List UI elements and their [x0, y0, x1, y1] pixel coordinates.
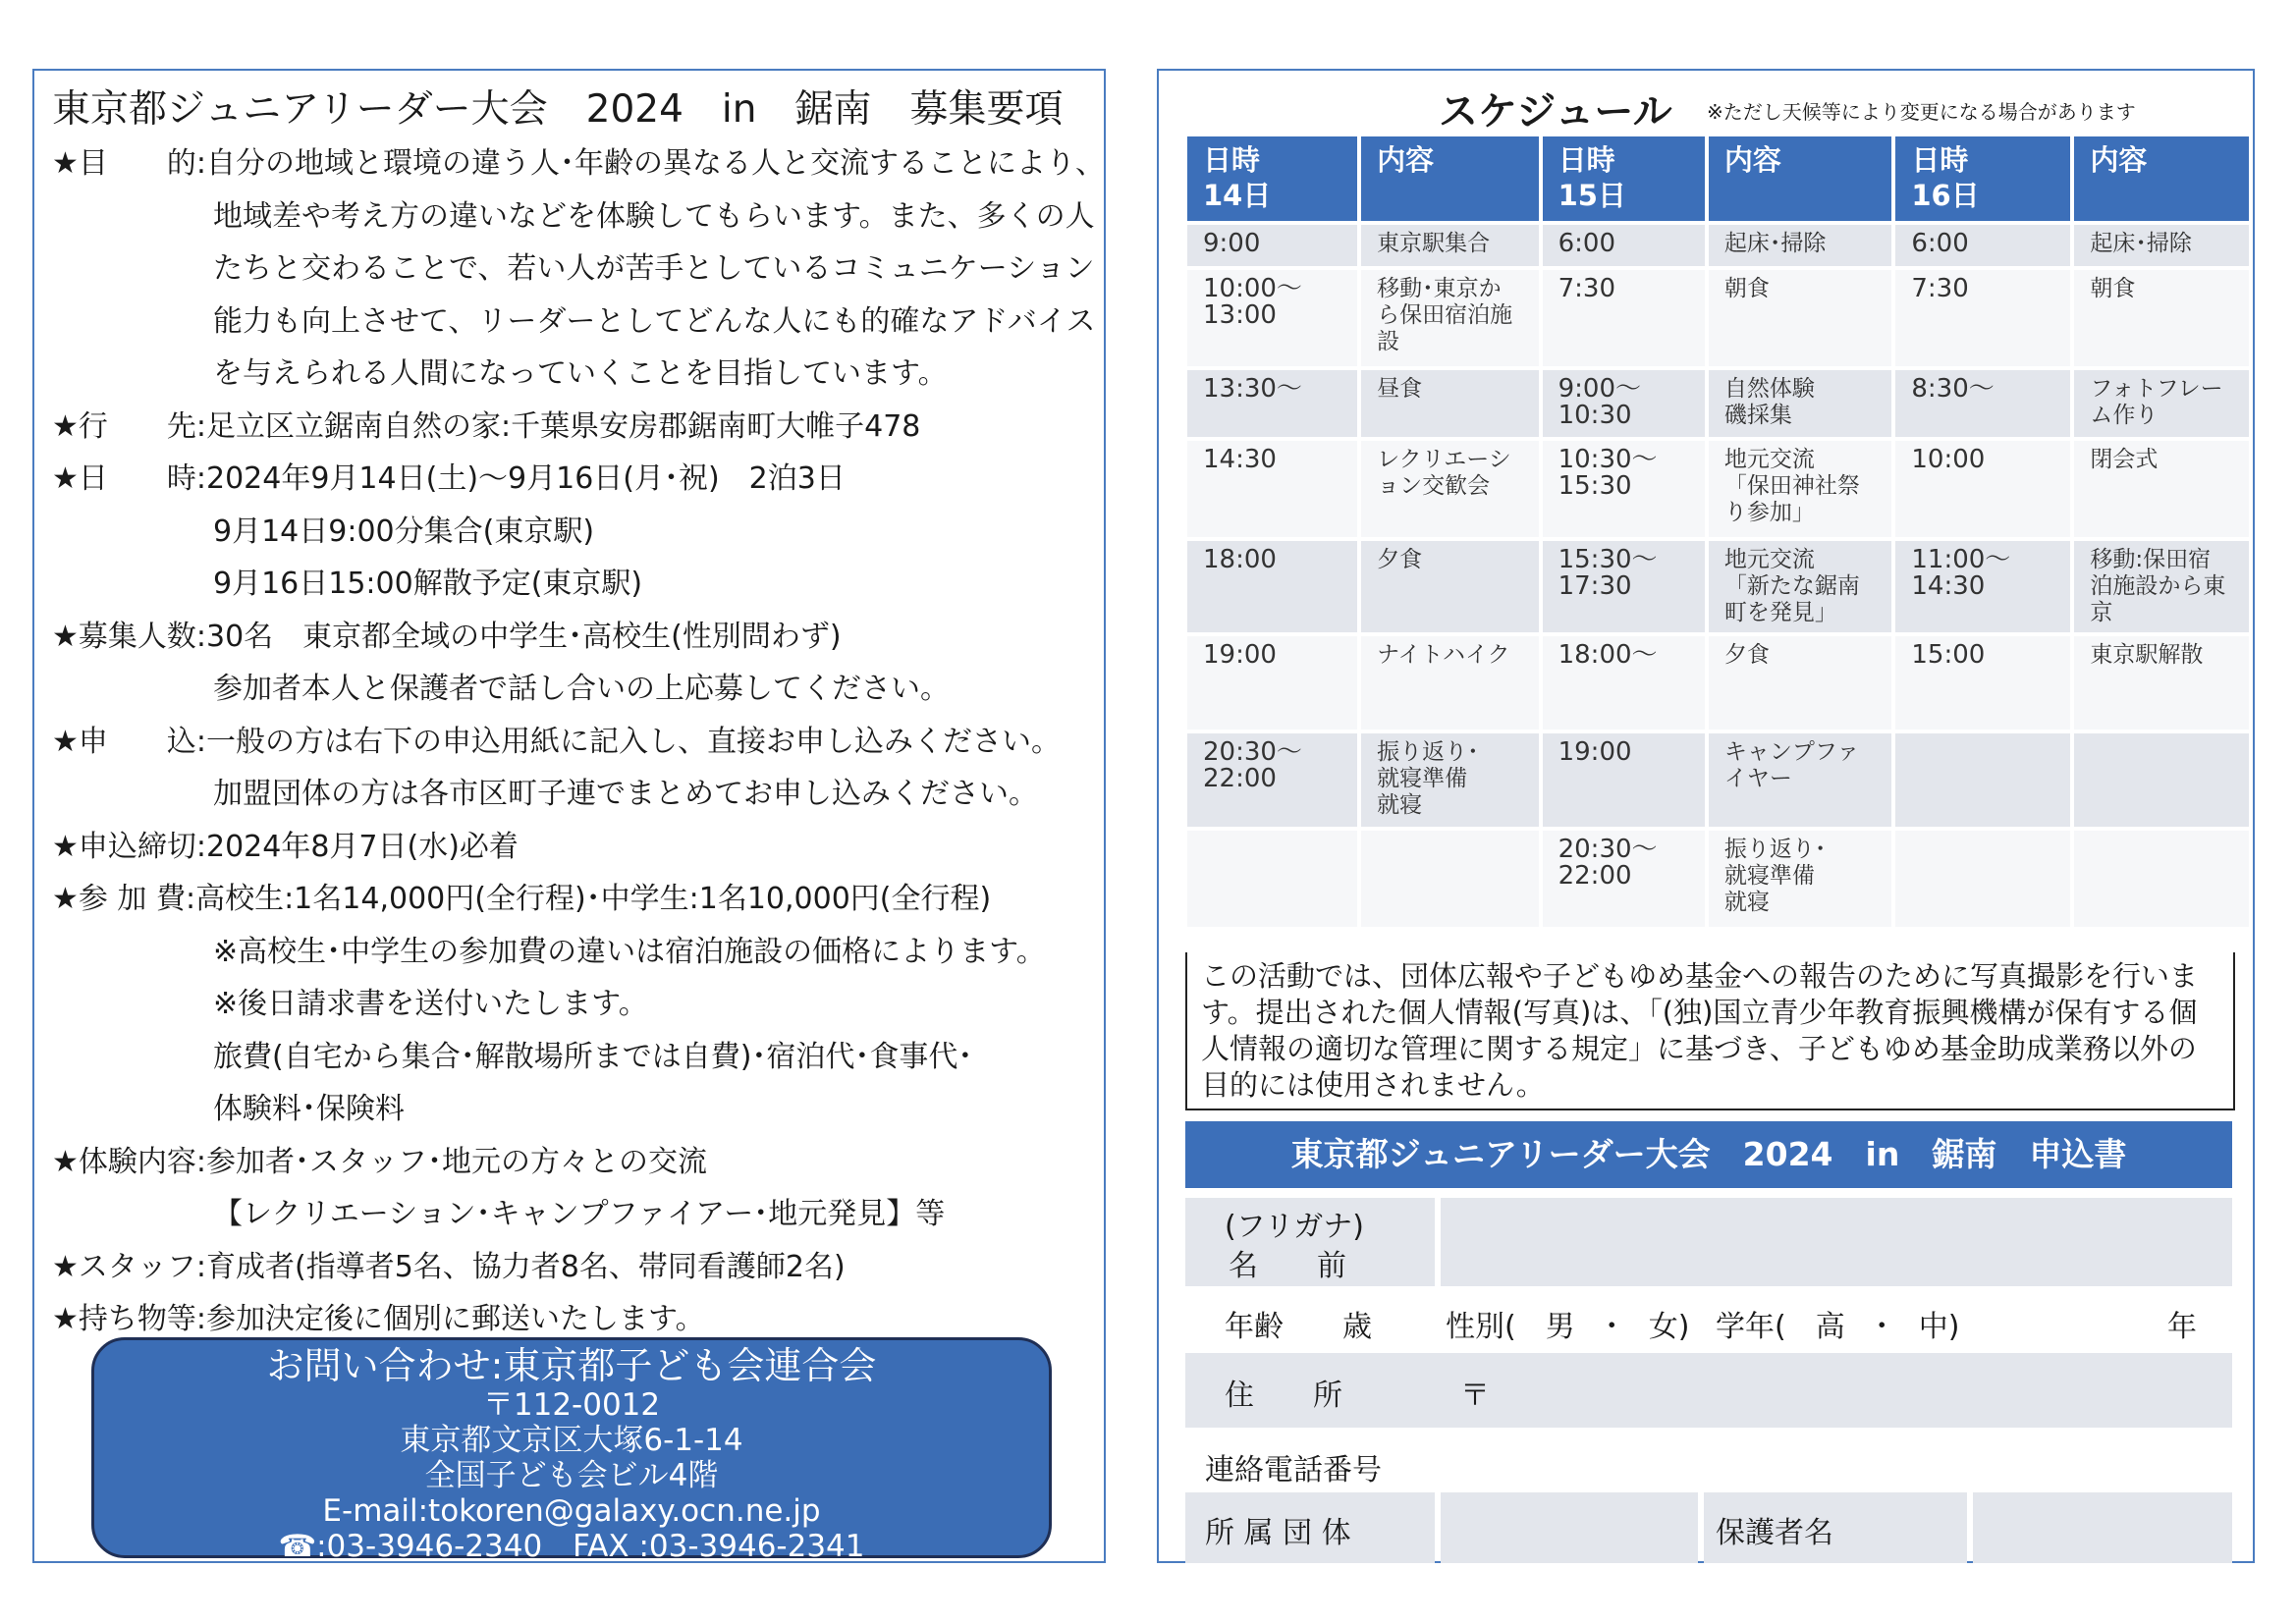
schedule-header: 日時 14日 — [1187, 136, 1357, 221]
detail-line: 加盟団体の方は各市区町子連でまとめてお申し込みください。 — [213, 777, 1038, 811]
address-label: 住 所 — [1225, 1379, 1342, 1413]
recruitment-details — [52, 137, 1105, 1346]
schedule-time: 7:30 — [1543, 270, 1705, 366]
schedule-activity: 起床･掃除 — [1709, 225, 1892, 266]
schedule-time: 10:00 — [1895, 441, 2070, 537]
schedule-time: 6:00 — [1543, 225, 1705, 266]
schedule-activity — [2074, 831, 2249, 927]
schedule-time — [1895, 733, 2070, 827]
detail-line: 能力も向上させて、リーダーとしてどんな人にも的確なアドバイス — [213, 303, 1096, 339]
schedule-time: 15:30～ 17:30 — [1543, 541, 1705, 632]
schedule-time: 15:00 — [1895, 636, 2070, 730]
detail-line: ※後日請求書を送付いたします。 — [213, 987, 648, 1021]
year-label: 年 — [2167, 1310, 2197, 1344]
schedule-time: 18:00 — [1187, 541, 1357, 632]
schedule-activity: 地元交流 「新たな鋸南町を発見」 — [1709, 541, 1892, 632]
detail-line: 9月16日15:00解散予定(東京駅) — [213, 567, 643, 601]
schedule-time: 10:00～ 13:00 — [1187, 270, 1357, 366]
schedule-activity: 振り返り･ 就寝準備 就寝 — [1361, 733, 1538, 827]
schedule-header: 内容 — [2074, 136, 2249, 221]
schedule-header: 内容 — [1361, 136, 1538, 221]
gender-field[interactable]: 性別( 男 ･ 女) — [1446, 1310, 1690, 1344]
schedule-activity: 東京駅集合 — [1361, 225, 1538, 266]
schedule-activity: 地元交流 「保田神社祭り参加」 — [1709, 441, 1892, 537]
schedule-activity: 起床･掃除 — [2074, 225, 2249, 266]
schedule-time: 19:00 — [1187, 636, 1357, 730]
detail-line: たちと交わることで、若い人が苦手としているコミュニケーション — [213, 251, 1095, 286]
schedule-time: 13:30～ — [1187, 370, 1357, 437]
grade-field[interactable]: 学年( 高 ･ 中) — [1716, 1310, 1960, 1344]
schedule-activity: フォトフレーム作り — [2074, 370, 2249, 437]
schedule-row — [1187, 270, 2249, 366]
schedule-activity: キャンプファイヤー — [1709, 733, 1892, 827]
detail-line: ★参 加 費:高校生:1名14,000円(全行程)･中学生:1名10,000円(全行程) — [52, 882, 992, 916]
group-field[interactable] — [1441, 1492, 1698, 1563]
schedule-activity: 移動:保田宿泊施設から東京 — [2074, 541, 2249, 632]
schedule-activity: 閉会式 — [2074, 441, 2249, 537]
schedule-row — [1187, 831, 2249, 927]
schedule-activity: 朝食 — [2074, 270, 2249, 366]
schedule-time: 9:00 — [1187, 225, 1357, 266]
schedule-panel — [1157, 69, 2255, 1563]
contact-phone: ☎:03-3946-2340 FAX :03-3946-2341 — [278, 1529, 865, 1564]
schedule-activity: 振り返り･ 就寝準備 就寝 — [1709, 831, 1892, 927]
contact-building: 全国子ども会ビル4階 — [424, 1458, 719, 1493]
schedule-time: 20:30～ 22:00 — [1187, 733, 1357, 827]
contact-box — [91, 1337, 1052, 1564]
detail-line: 体験料･保険料 — [213, 1092, 405, 1126]
detail-line: ★申込締切:2024年8月7日(水)必着 — [52, 829, 519, 864]
phone-label: 連絡電話番号 — [1205, 1453, 1382, 1488]
detail-line: ★目 的:自分の地域と環境の違う人･年齢の異なる人と交流することにより、 — [52, 146, 1106, 181]
schedule-activity — [2074, 733, 2249, 827]
detail-line: を与えられる人間になっていくことを目指しています。 — [213, 356, 948, 391]
schedule-time — [1187, 831, 1357, 927]
recruitment-panel — [32, 69, 1106, 1563]
detail-line: ★募集人数:30名 東京都全域の中学生･高校生(性別問わず) — [52, 619, 842, 654]
schedule-row — [1187, 636, 2249, 730]
guardian-label: 保護者名 — [1716, 1516, 1833, 1550]
detail-line: 地域差や考え方の違いなどを体験してもらいます。また、多くの人 — [213, 198, 1095, 234]
detail-line: ★申 込:一般の方は右下の申込用紙に記入し、直接お申し込みください。 — [52, 724, 1062, 759]
detail-line: ★日 時:2024年9月14日(土)～9月16日(月･祝) 2泊3日 — [52, 461, 846, 496]
name-label: 名 前 — [1229, 1249, 1346, 1283]
schedule-activity: ナイトハイク — [1361, 636, 1538, 730]
guardian-field[interactable] — [1973, 1492, 2232, 1563]
schedule-header: 日時 15日 — [1543, 136, 1705, 221]
detail-line: ★体験内容:参加者･スタッフ･地元の方々との交流 — [52, 1144, 708, 1179]
group-label: 所 属 団 体 — [1205, 1516, 1351, 1550]
schedule-note: ※ただし天候等により変更になる場合があります — [1707, 100, 2136, 124]
schedule-row — [1187, 541, 2249, 632]
schedule-activity: 移動･東京から保田宿泊施設 — [1361, 270, 1538, 366]
detail-line: ★持ち物等:参加決定後に個別に郵送いたします。 — [52, 1302, 705, 1336]
age-label[interactable]: 年齢 歳 — [1225, 1310, 1372, 1344]
form-row-group — [1185, 1492, 2232, 1563]
schedule-table — [1183, 133, 2253, 931]
schedule-time: 14:30 — [1187, 441, 1357, 537]
schedule-time: 7:30 — [1895, 270, 2070, 366]
contact-zip: 〒112-0012 — [482, 1387, 661, 1423]
schedule-time: 20:30～ 22:00 — [1543, 831, 1705, 927]
schedule-activity: 東京駅解散 — [2074, 636, 2249, 730]
schedule-row — [1187, 733, 2249, 827]
detail-line: 【レクリエーション･キャンプファイアー･地元発見】等 — [213, 1197, 946, 1231]
schedule-time: 6:00 — [1895, 225, 2070, 266]
name-field[interactable] — [1441, 1198, 2232, 1286]
detail-line: ★行 先:足立区立鋸南自然の家:千葉県安房郡鋸南町大帷子478 — [52, 408, 921, 444]
schedule-row — [1187, 225, 2249, 266]
schedule-activity: レクリエーション交歓会 — [1361, 441, 1538, 537]
photo-notice: この活動では、団体広報や子どもゆめ基金への報告のために写真撮影を行います。提出された個人情報(写真)は、「(独)国立青少年教育振興機構が保有する個人情報の適切な管理に関する規定」に基づき、子どもゆめ基金助成業務以外の目的には使用されません。 — [1185, 952, 2235, 1110]
contact-email[interactable]: E-mail:tokoren@galaxy.ocn.ne.jp — [322, 1493, 821, 1529]
form-row-address — [1185, 1353, 2232, 1428]
schedule-activity: 昼食 — [1361, 370, 1538, 437]
page-title: 東京都ジュニアリーダー大会 2024 in 鋸南 募集要項 — [52, 87, 1064, 132]
contact-heading: お問い合わせ:東京都子ども会連合会 — [266, 1344, 877, 1387]
form-row-phone — [1185, 1434, 2232, 1488]
detail-line: ★スタッフ:育成者(指導者5名、協力者8名、帯同看護師2名) — [52, 1249, 846, 1284]
schedule-row — [1187, 370, 2249, 437]
schedule-activity: 朝食 — [1709, 270, 1892, 366]
form-title: 東京都ジュニアリーダー大会 2024 in 鋸南 申込書 — [1185, 1121, 2232, 1188]
schedule-time — [1895, 831, 2070, 927]
furigana-label: (フリガナ) — [1225, 1210, 1364, 1244]
schedule-activity: 夕食 — [1361, 541, 1538, 632]
detail-line: ※高校生･中学生の参加費の違いは宿泊施設の価格によります。 — [213, 934, 1046, 969]
schedule-time: 10:30～ 15:30 — [1543, 441, 1705, 537]
detail-line: 旅費(自宅から集合･解散場所までは自費)･宿泊代･食事代･ — [213, 1039, 973, 1074]
schedule-header: 内容 — [1709, 136, 1892, 221]
contact-address: 東京都文京区大塚6-1-14 — [400, 1423, 743, 1458]
schedule-time: 8:30～ — [1895, 370, 2070, 437]
schedule-time: 11:00～ 14:30 — [1895, 541, 2070, 632]
schedule-header: 日時 16日 — [1895, 136, 2070, 221]
detail-line: 9月14日9:00分集合(東京駅) — [213, 514, 595, 549]
form-row-name — [1185, 1198, 2232, 1286]
schedule-time: 9:00～ 10:30 — [1543, 370, 1705, 437]
schedule-activity — [1361, 831, 1538, 927]
schedule-time: 19:00 — [1543, 733, 1705, 827]
address-field[interactable]: 〒 — [1460, 1379, 1490, 1413]
schedule-time: 18:00～ — [1543, 636, 1705, 730]
schedule-activity: 夕食 — [1709, 636, 1892, 730]
schedule-activity: 自然体験 磯採集 — [1709, 370, 1892, 437]
schedule-row — [1187, 441, 2249, 537]
form-row-age — [1185, 1292, 2232, 1347]
schedule-title: スケジュール — [1439, 89, 1672, 135]
detail-line: 参加者本人と保護者で話し合いの上応募してください。 — [213, 672, 950, 706]
